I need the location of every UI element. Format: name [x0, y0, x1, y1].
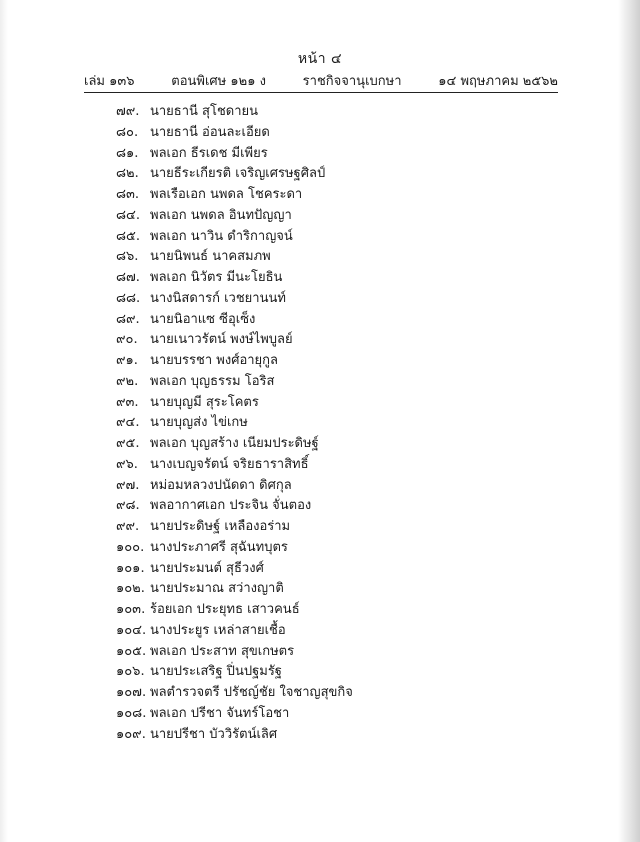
list-item	[116, 206, 556, 227]
entry-name: พลเอก นาวิน ดำริกาญจน์	[150, 228, 293, 244]
list-item	[116, 476, 556, 497]
entry-name: พลอากาศเอก ประจิน จั่นตอง	[150, 498, 312, 514]
list-item	[116, 330, 556, 351]
entry-number: ๘๒.	[116, 166, 139, 182]
entry-number: ๙๘.	[116, 498, 140, 514]
entry-number: ๑๐๓.	[116, 602, 146, 617]
entry-number: ๘๘.	[116, 290, 141, 306]
entry-name: นายธานี อ่อนละเอียด	[150, 124, 270, 140]
entry-name: นายประมาณ สว่างญาติ	[150, 581, 284, 597]
entry-number: ๘๙.	[116, 311, 140, 327]
list-item	[116, 123, 556, 144]
entry-number: ๑๐๐.	[116, 539, 145, 555]
list-item	[116, 642, 556, 663]
entry-number: ๘๕.	[116, 228, 141, 244]
entry-name: นายนิอาแซ ซีอุเซ็ง	[150, 311, 256, 327]
list-item	[116, 413, 556, 434]
entry-name: นายนิพนธ์ นาคสมภพ	[150, 249, 271, 265]
entry-number: ๗๙.	[116, 104, 140, 119]
entry-number: ๑๐๖.	[116, 664, 145, 680]
entry-name: นายบุญมี สุระโคตร	[150, 394, 259, 410]
list-item	[116, 455, 556, 476]
list-item	[116, 164, 556, 185]
list-item	[116, 517, 556, 538]
entry-name: นางเบญจรัตน์ จริยธาราสิทธิ์	[150, 456, 309, 472]
entry-name: นายบรรชา พงศ์อายุกูล	[150, 353, 279, 368]
entry-number: ๙๗.	[116, 477, 140, 493]
entry-name: นายปรีชา บัววิรัตน์เลิศ	[150, 726, 278, 742]
entry-number: ๑๐๕.	[116, 643, 147, 659]
entry-number: ๑๐๔.	[116, 622, 147, 638]
list-item	[116, 559, 556, 580]
entry-number: ๙๓.	[116, 394, 139, 410]
entry-name: นายประมนต์ สุธีวงศ์	[150, 560, 264, 576]
list-item	[116, 393, 556, 414]
header-issue: ตอนพิเศษ ๑๒๑ ง	[171, 74, 266, 89]
list-item	[116, 102, 556, 123]
entry-name: นายธานี สุโชดายน	[150, 104, 259, 119]
entry-name: นายบุญส่ง ไข่เกษ	[150, 415, 248, 431]
entry-number: ๑๐๒.	[116, 581, 145, 597]
entry-name: ร้อยเอก ประยุทธ เสาวคนธ์	[150, 602, 300, 617]
entry-name: พลเรือเอก นพดล โชคระดา	[150, 187, 303, 202]
entry-name: นายประเสริฐ ปิ่นปฐมรัฐ	[150, 664, 282, 680]
list-item	[116, 434, 556, 455]
entry-name: นางนิสดารก์ เวชยานนท์	[150, 290, 286, 306]
entry-number: ๙๕.	[116, 436, 140, 451]
entry-name: นายประดิษฐ์ เหลืองอร่าม	[150, 519, 291, 534]
entry-name: หม่อมหลวงปนัดดา ดิศกุล	[150, 477, 292, 493]
list-item	[116, 310, 556, 331]
list-item	[116, 579, 556, 600]
entry-name: นางประยูร เหล่าสายเชื้อ	[150, 622, 286, 638]
entry-number: ๙๔.	[116, 415, 140, 431]
entry-number: ๑๐๙.	[116, 726, 146, 742]
entry-name: พลตำรวจตรี ปรัชญ์ชัย ใจชาญสุขกิจ	[150, 685, 353, 700]
entry-number: ๑๐๗.	[116, 685, 147, 700]
list-item	[116, 496, 556, 517]
header-volume: เล่ม ๑๓๖	[84, 74, 135, 89]
list-item	[116, 144, 556, 165]
list-item	[116, 268, 556, 289]
list-item	[116, 227, 556, 248]
entry-number: ๑๐๘.	[116, 705, 147, 721]
page-number: หน้า ๔	[297, 51, 343, 67]
entry-number: ๙๙.	[116, 519, 140, 534]
entry-name: พลเอก บุญธรรม โอริส	[150, 373, 275, 389]
list-item	[116, 538, 556, 559]
list-item	[116, 621, 556, 642]
list-item	[116, 662, 556, 683]
page-edge-shadow-right	[618, 0, 640, 842]
entry-number: ๘๑.	[116, 145, 139, 161]
list-item	[116, 351, 556, 372]
entry-name: พลเอก ปรีชา จันทร์โอชา	[150, 705, 290, 721]
list-item	[116, 704, 556, 725]
gazette-header	[84, 70, 558, 91]
entry-number: ๘๓.	[116, 187, 140, 202]
list-item	[116, 247, 556, 268]
entry-number: ๙๐.	[116, 332, 138, 348]
list-item	[116, 372, 556, 393]
header-date: ๑๔ พฤษภาคม ๒๕๖๒	[438, 74, 558, 89]
list-item	[116, 185, 556, 206]
entry-name: นางประภาศรี สุฉันทบุตร	[150, 539, 288, 555]
entry-number: ๘๗.	[116, 270, 140, 285]
header-rule	[84, 92, 558, 93]
entry-name: นายเนาวรัตน์ พงษ์ไพบูลย์	[150, 332, 293, 348]
entry-number: ๙๑.	[116, 353, 138, 368]
list-item	[116, 600, 556, 621]
list-item	[116, 725, 556, 746]
entry-number: ๙๒.	[116, 373, 139, 389]
page-edge-shadow-left	[0, 0, 8, 842]
list-item	[116, 289, 556, 310]
entry-name: พลเอก นพดล อินทปัญญา	[150, 207, 292, 223]
entry-name: พลเอก ธีรเดช มีเพียร	[150, 145, 268, 161]
name-list	[116, 102, 556, 745]
entry-name: พลเอก นิวัตร มีนะโยธิน	[150, 270, 283, 285]
list-item	[116, 683, 556, 704]
entry-name: พลเอก ประสาท สุขเกษตร	[150, 643, 295, 659]
entry-number: ๘๐.	[116, 124, 139, 140]
entry-number: ๙๖.	[116, 456, 138, 472]
entry-name: พลเอก บุญสร้าง เนียมประดิษฐ์	[150, 436, 319, 451]
entry-number: ๘๖.	[116, 249, 139, 265]
entry-name: นายธีระเกียรติ เจริญเศรษฐศิลป์	[150, 166, 326, 182]
entry-number: ๘๔.	[116, 207, 141, 223]
entry-number: ๑๐๑.	[116, 560, 145, 576]
header-publication: ราชกิจจานุเบกษา	[302, 74, 402, 89]
